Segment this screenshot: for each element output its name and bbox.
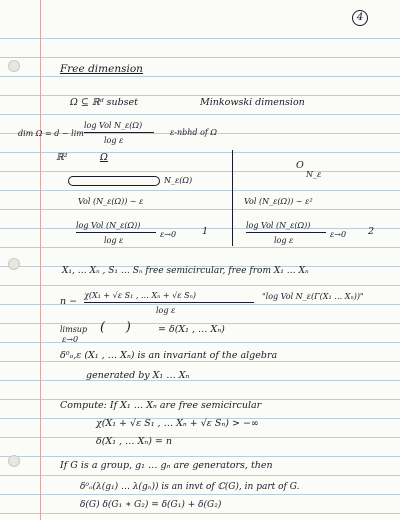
group-line-1: If G is a group, g₁ … gₙ are generators, then (60, 460, 273, 471)
group-line-2: δ⁰ₒ(λ(g₁) … λ(gₙ)) is an invt of ℂ(G), in part of G. (80, 482, 300, 492)
lim-left-value: 1 (202, 226, 209, 237)
lim-right-value: 2 (368, 226, 375, 237)
vol-left: Vol (N_ε(Ω)) ∼ ε (78, 197, 144, 206)
limsup-label: limsup (60, 325, 88, 334)
page-number: 4 (352, 10, 368, 26)
chi-quote: "log Vol N_ε(Γ(X₁ … Xₙ))" (262, 292, 364, 301)
lim-left-num: log Vol (N_ε(Ω)) (76, 221, 141, 230)
delta-line-2: generated by X₁ … Xₙ (86, 370, 190, 381)
neps-left: N_ε(Ω) (164, 176, 193, 185)
compute-line-3: δ(X₁ , … Xₙ) = n (96, 436, 173, 447)
binder-hole (8, 455, 20, 467)
section-heading: Free dimension (60, 63, 143, 75)
neps-right-sub: N_ε (306, 170, 322, 179)
neps-right: O (296, 160, 304, 171)
notebook-page: 4 Free dimension Ω ⊆ ℝᵈ subset Minkowski dimension dim Ω = d − lim log Vol N_ε(Ω) log ε ε-nbhd of Ω ℝ² Ω N_ε(Ω) Vol (N_ε(Ω)) ∼ ε O N_ε Vol (N_ε(Ω)) ∼ ε² log Vol (N_ε(Ω)) log ε ε→0 1 log Vol (N_ε(Ω)) log ε ε→0 2 X₁, … Xₙ , S₁ … Sₙ free semicircular, free from X₁ … Xₙ n − χ(X₁ + √ε S₁ , … Xₙ + √ε Sₙ) log ε "log Vol N_ε(Γ(X₁ … Xₙ))" limsup ε→0 ( ) = δ(X₁ , … Xₙ) δ⁰ₒ,ε (X₁ , … Xₙ) is an invariant of the algebra generated by X₁ … Xₙ Compute: If X₁ … Xₙ are free semicircular χ(X₁ + √ε S₁ , … Xₙ + √ε Sₙ) > −∞ δ(X₁ , … Xₙ) = n If G is a group, g₁ … gₙ are generators, then δ⁰ₒ(λ(g₁) … λ(gₙ)) is an invt of ℂ(G), in part of G. δ(G) δ(G₁ ∗ G₂) = δ(G₁) + δ(G₂) (0, 0, 400, 520)
chi-numerator: χ(X₁ + √ε S₁ , … Xₙ + √ε Sₙ) (84, 291, 196, 300)
lim-left-arrow: ε→0 (160, 230, 177, 239)
neighborhood-note: ε-nbhd of Ω (170, 128, 218, 137)
neighborhood-sketch (68, 176, 160, 186)
minkowski-text: Minkowski dimension (200, 97, 305, 108)
lim-right-den: log ε (274, 236, 294, 245)
divider (232, 150, 233, 246)
dimension-formula: dim Ω = d − lim (18, 129, 84, 138)
margin-line (40, 0, 41, 520)
vol-right: Vol (N_ε(Ω)) ∼ ε² (244, 197, 313, 206)
lim-right-num: log Vol (N_ε(Ω)) (246, 221, 311, 230)
limsup-sub: ε→0 (62, 335, 79, 344)
compute-line-2: χ(X₁ + √ε S₁ , … Xₙ + √ε Sₙ) > −∞ (96, 418, 259, 429)
limsup-rhs: = δ(X₁ , … Xₙ) (158, 324, 225, 335)
r2-label: ℝ² (56, 152, 68, 163)
lim-left-den: log ε (104, 236, 124, 245)
binder-hole (8, 60, 20, 72)
n-minus: n − (60, 296, 78, 307)
compute-line-1: Compute: If X₁ … Xₙ are free semicircular (60, 400, 262, 411)
binder-hole (8, 258, 20, 270)
lim-right-arrow: ε→0 (330, 230, 347, 239)
chi-denominator: log ε (156, 306, 176, 315)
omega-label: Ω (100, 152, 108, 163)
delta-line-1: δ⁰ₒ,ε (X₁ , … Xₙ) is an invariant of the algebra (60, 350, 278, 361)
formula-denominator: log ε (104, 136, 124, 145)
subset-text: Ω ⊆ ℝᵈ subset (70, 97, 138, 108)
group-line-3: δ(G) δ(G₁ ∗ G₂) = δ(G₁) + δ(G₂) (80, 500, 222, 510)
formula-numerator: log Vol N_ε(Ω) (84, 121, 143, 130)
free-semicircular-line: X₁, … Xₙ , S₁ … Sₙ free semicircular, free from X₁ … Xₙ (62, 266, 309, 276)
